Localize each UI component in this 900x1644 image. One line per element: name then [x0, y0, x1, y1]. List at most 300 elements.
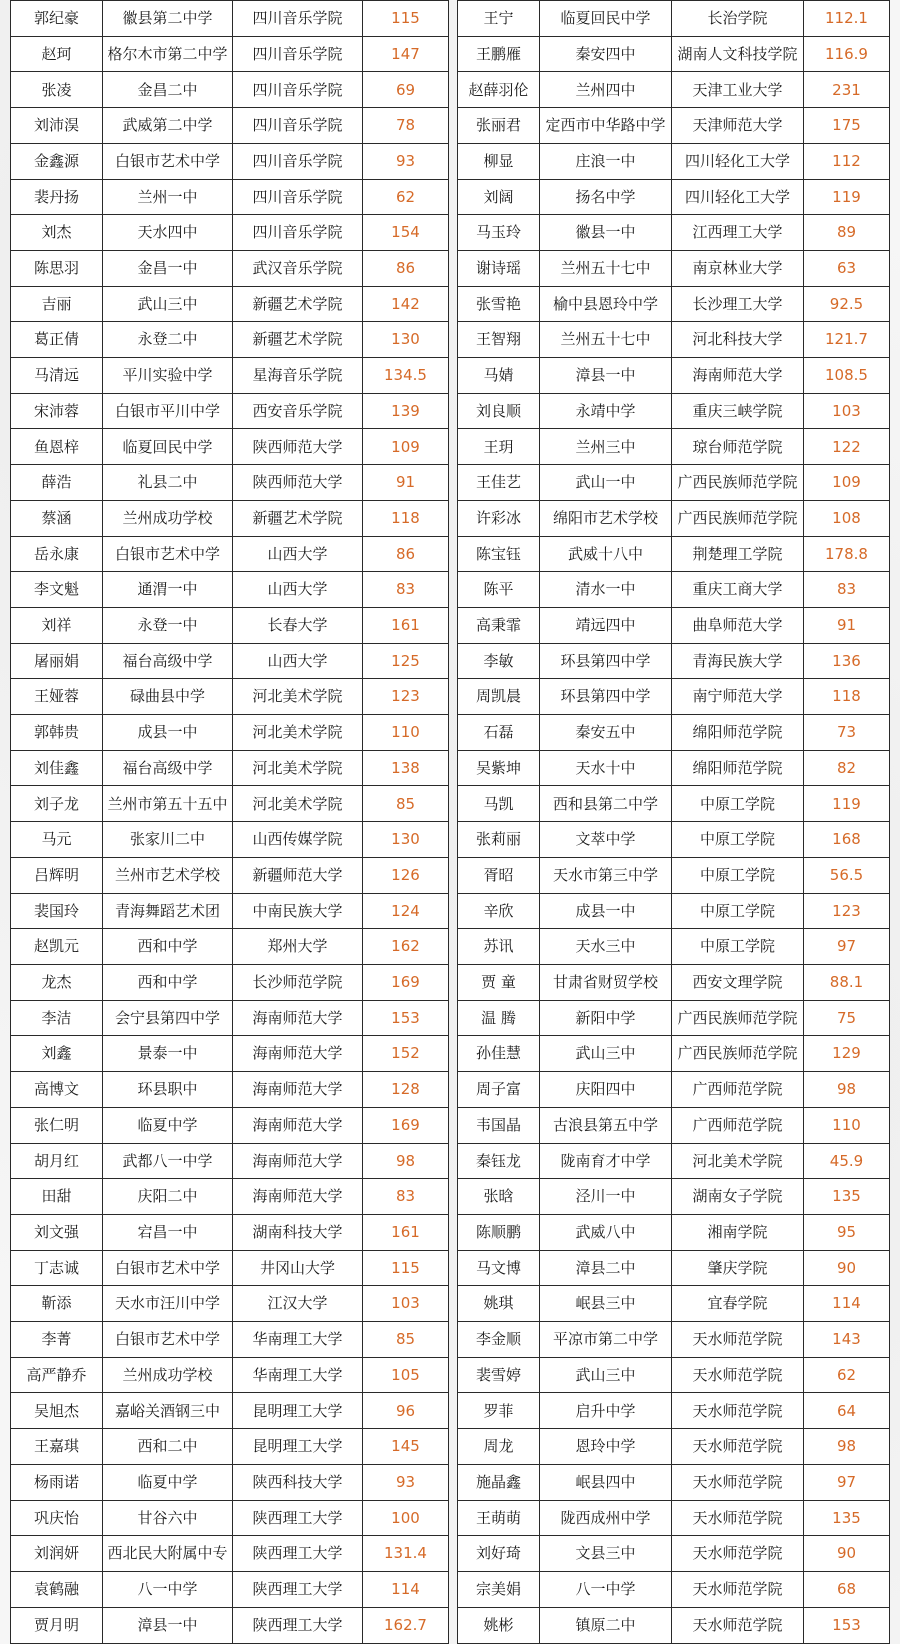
score-cell: 119: [804, 179, 890, 215]
score-cell: 116.9: [804, 36, 890, 72]
student-name-cell: 张凌: [11, 72, 103, 108]
high-school-cell: 环县职中: [103, 1072, 233, 1108]
score-cell: 83: [804, 572, 890, 608]
table-row: [11, 500, 449, 536]
table-row: [458, 215, 890, 251]
student-name-cell: 马清远: [11, 358, 103, 394]
high-school-cell: 武山一中: [540, 465, 672, 501]
table-row: [11, 1607, 449, 1643]
table-row: [11, 607, 449, 643]
high-school-cell: 景泰一中: [103, 1036, 233, 1072]
student-name-cell: 周凯晨: [458, 679, 540, 715]
score-cell: 108.5: [804, 358, 890, 394]
university-cell: 长沙理工大学: [672, 286, 804, 322]
university-cell: 天水师范学院: [672, 1464, 804, 1500]
score-cell: 86: [363, 536, 449, 572]
score-cell: 130: [363, 822, 449, 858]
student-name-cell: 张晗: [458, 1179, 540, 1215]
university-cell: 新疆艺术学院: [233, 286, 363, 322]
student-name-cell: 张雪艳: [458, 286, 540, 322]
university-cell: 海南师范大学: [233, 1107, 363, 1143]
high-school-cell: 漳县二中: [540, 1250, 672, 1286]
high-school-cell: 平川实验中学: [103, 358, 233, 394]
score-cell: 90: [804, 1250, 890, 1286]
university-cell: 琼台师范学院: [672, 429, 804, 465]
table-row: [458, 679, 890, 715]
high-school-cell: 秦安四中: [540, 36, 672, 72]
score-cell: 69: [363, 72, 449, 108]
university-cell: 广西民族师范学院: [672, 1036, 804, 1072]
student-name-cell: 王宁: [458, 1, 540, 37]
score-cell: 115: [363, 1250, 449, 1286]
high-school-cell: 宕昌一中: [103, 1214, 233, 1250]
table-row: [11, 108, 449, 144]
student-name-cell: 李敏: [458, 643, 540, 679]
university-cell: 广西师范学院: [672, 1072, 804, 1108]
university-cell: 湖南科技大学: [233, 1214, 363, 1250]
university-cell: 四川音乐学院: [233, 143, 363, 179]
high-school-cell: 武威八中: [540, 1214, 672, 1250]
student-name-cell: 吉丽: [11, 286, 103, 322]
admission-table-left: [10, 0, 449, 1644]
score-cell: 98: [804, 1429, 890, 1465]
table-row: [11, 1286, 449, 1322]
score-cell: 154: [363, 215, 449, 251]
score-cell: 62: [804, 1357, 890, 1393]
university-cell: 陕西理工大学: [233, 1500, 363, 1536]
score-cell: 83: [363, 572, 449, 608]
student-name-cell: 王玥: [458, 429, 540, 465]
student-name-cell: 赵凯元: [11, 929, 103, 965]
university-cell: 天津师范大学: [672, 108, 804, 144]
score-cell: 112: [804, 143, 890, 179]
student-name-cell: 高秉霏: [458, 607, 540, 643]
score-cell: 82: [804, 750, 890, 786]
score-cell: 161: [363, 1214, 449, 1250]
table-row: [458, 786, 890, 822]
table-row: [458, 822, 890, 858]
score-cell: 110: [804, 1107, 890, 1143]
table-row: [11, 750, 449, 786]
table-row: [458, 1000, 890, 1036]
university-cell: 广西民族师范学院: [672, 500, 804, 536]
university-cell: 中原工学院: [672, 929, 804, 965]
score-cell: 152: [363, 1036, 449, 1072]
score-cell: 135: [804, 1500, 890, 1536]
university-cell: 广西民族师范学院: [672, 465, 804, 501]
score-cell: 97: [804, 1464, 890, 1500]
university-cell: 海南师范大学: [233, 1143, 363, 1179]
high-school-cell: 武山三中: [103, 286, 233, 322]
score-cell: 178.8: [804, 536, 890, 572]
high-school-cell: 甘肃省财贸学校: [540, 964, 672, 1000]
student-name-cell: 马玉玲: [458, 215, 540, 251]
score-cell: 128: [363, 1072, 449, 1108]
student-name-cell: 孙佳慧: [458, 1036, 540, 1072]
university-cell: 宜春学院: [672, 1286, 804, 1322]
score-cell: 78: [363, 108, 449, 144]
university-cell: 天水师范学院: [672, 1393, 804, 1429]
high-school-cell: 兰州五十七中: [540, 250, 672, 286]
student-name-cell: 葛正倩: [11, 322, 103, 358]
table-row: [11, 1500, 449, 1536]
table-row: [458, 1250, 890, 1286]
university-cell: 中原工学院: [672, 857, 804, 893]
university-cell: 西安音乐学院: [233, 393, 363, 429]
university-cell: 海南师范大学: [672, 358, 804, 394]
student-name-cell: 刘好琦: [458, 1536, 540, 1572]
score-cell: 121.7: [804, 322, 890, 358]
student-name-cell: 韦国晶: [458, 1107, 540, 1143]
high-school-cell: 兰州市艺术学校: [103, 857, 233, 893]
score-cell: 129: [804, 1036, 890, 1072]
university-cell: 长春大学: [233, 607, 363, 643]
student-name-cell: 刘子龙: [11, 786, 103, 822]
high-school-cell: 靖远四中: [540, 607, 672, 643]
high-school-cell: 西和中学: [103, 929, 233, 965]
student-name-cell: 宗美娟: [458, 1571, 540, 1607]
student-name-cell: 许彩冰: [458, 500, 540, 536]
score-cell: 123: [804, 893, 890, 929]
university-cell: 山西传媒学院: [233, 822, 363, 858]
table-row: [458, 393, 890, 429]
university-cell: 井冈山大学: [233, 1250, 363, 1286]
university-cell: 天水师范学院: [672, 1429, 804, 1465]
table-row: [11, 1464, 449, 1500]
university-cell: 陕西师范大学: [233, 429, 363, 465]
student-name-cell: 马元: [11, 822, 103, 858]
university-cell: 山西大学: [233, 572, 363, 608]
score-cell: 114: [804, 1286, 890, 1322]
student-name-cell: 赵薛羽伦: [458, 72, 540, 108]
score-cell: 175: [804, 108, 890, 144]
table-row: [458, 1393, 890, 1429]
university-cell: 河北科技大学: [672, 322, 804, 358]
high-school-cell: 天水市汪川中学: [103, 1286, 233, 1322]
high-school-cell: 天水四中: [103, 215, 233, 251]
student-name-cell: 柳显: [458, 143, 540, 179]
table-row: [11, 286, 449, 322]
table-row: [11, 179, 449, 215]
table-row: [11, 1571, 449, 1607]
table-row: [11, 1000, 449, 1036]
student-name-cell: 姚彬: [458, 1607, 540, 1643]
score-cell: 98: [804, 1072, 890, 1108]
score-cell: 97: [804, 929, 890, 965]
high-school-cell: 镇原二中: [540, 1607, 672, 1643]
high-school-cell: 泾川一中: [540, 1179, 672, 1215]
score-cell: 115: [363, 1, 449, 37]
university-cell: 广西民族师范学院: [672, 1000, 804, 1036]
table-row: [458, 929, 890, 965]
table-row: [11, 1536, 449, 1572]
university-cell: 海南师范大学: [233, 1179, 363, 1215]
student-name-cell: 胡月红: [11, 1143, 103, 1179]
high-school-cell: 临夏中学: [103, 1107, 233, 1143]
high-school-cell: 兰州四中: [540, 72, 672, 108]
student-name-cell: 马凯: [458, 786, 540, 822]
student-name-cell: 苏讯: [458, 929, 540, 965]
student-name-cell: 李洁: [11, 1000, 103, 1036]
score-cell: 169: [363, 964, 449, 1000]
high-school-cell: 白银市艺术中学: [103, 143, 233, 179]
table-row: [458, 1179, 890, 1215]
student-name-cell: 王娅蓉: [11, 679, 103, 715]
high-school-cell: 秦安五中: [540, 715, 672, 751]
university-cell: 南京林业大学: [672, 250, 804, 286]
high-school-cell: 漳县一中: [540, 358, 672, 394]
high-school-cell: 八一中学: [103, 1571, 233, 1607]
table-row: [11, 465, 449, 501]
score-cell: 90: [804, 1536, 890, 1572]
table-row: [458, 108, 890, 144]
university-cell: 新疆艺术学院: [233, 500, 363, 536]
university-cell: 星海音乐学院: [233, 358, 363, 394]
university-cell: 四川音乐学院: [233, 108, 363, 144]
score-cell: 92.5: [804, 286, 890, 322]
high-school-cell: 永登一中: [103, 607, 233, 643]
score-cell: 108: [804, 500, 890, 536]
university-cell: 郑州大学: [233, 929, 363, 965]
high-school-cell: 恩玲中学: [540, 1429, 672, 1465]
table-row: [458, 72, 890, 108]
table-row: [11, 143, 449, 179]
university-cell: 绵阳师范学院: [672, 715, 804, 751]
student-name-cell: 高严静乔: [11, 1357, 103, 1393]
table-row: [11, 322, 449, 358]
table-row: [11, 786, 449, 822]
high-school-cell: 古浪县第五中学: [540, 1107, 672, 1143]
university-cell: 武汉音乐学院: [233, 250, 363, 286]
student-name-cell: 贾 童: [458, 964, 540, 1000]
student-name-cell: 陈宝钰: [458, 536, 540, 572]
student-name-cell: 张莉丽: [458, 822, 540, 858]
table-row: [458, 1107, 890, 1143]
score-cell: 85: [363, 1322, 449, 1358]
table-row: [458, 322, 890, 358]
high-school-cell: 西和中学: [103, 964, 233, 1000]
score-cell: 231: [804, 72, 890, 108]
high-school-cell: 金昌二中: [103, 72, 233, 108]
score-cell: 103: [804, 393, 890, 429]
table-row: [458, 1214, 890, 1250]
score-cell: 91: [363, 465, 449, 501]
university-cell: 天水师范学院: [672, 1571, 804, 1607]
university-cell: 新疆师范大学: [233, 857, 363, 893]
table-row: [11, 1107, 449, 1143]
high-school-cell: 徽县第二中学: [103, 1, 233, 37]
score-cell: 93: [363, 143, 449, 179]
university-cell: 天水师范学院: [672, 1536, 804, 1572]
student-name-cell: 李文魁: [11, 572, 103, 608]
student-name-cell: 施晶鑫: [458, 1464, 540, 1500]
student-name-cell: 田甜: [11, 1179, 103, 1215]
tables-container: [10, 0, 890, 1644]
high-school-cell: 文县三中: [540, 1536, 672, 1572]
table-row: [458, 1286, 890, 1322]
student-name-cell: 刘阔: [458, 179, 540, 215]
student-name-cell: 王萌萌: [458, 1500, 540, 1536]
student-name-cell: 张仁明: [11, 1107, 103, 1143]
student-name-cell: 石磊: [458, 715, 540, 751]
university-cell: 陕西科技大学: [233, 1464, 363, 1500]
score-cell: 56.5: [804, 857, 890, 893]
university-cell: 河北美术学院: [233, 786, 363, 822]
high-school-cell: 庆阳二中: [103, 1179, 233, 1215]
university-cell: 重庆三峡学院: [672, 393, 804, 429]
high-school-cell: 新阳中学: [540, 1000, 672, 1036]
high-school-cell: 通渭一中: [103, 572, 233, 608]
table-row: [11, 1179, 449, 1215]
student-name-cell: 王智翔: [458, 322, 540, 358]
university-cell: 四川音乐学院: [233, 215, 363, 251]
student-name-cell: 巩庆怡: [11, 1500, 103, 1536]
score-cell: 139: [363, 393, 449, 429]
university-cell: 四川音乐学院: [233, 179, 363, 215]
table-row: [11, 536, 449, 572]
score-cell: 124: [363, 893, 449, 929]
student-name-cell: 刘祥: [11, 607, 103, 643]
score-cell: 162: [363, 929, 449, 965]
student-name-cell: 裴国玲: [11, 893, 103, 929]
high-school-cell: 徽县一中: [540, 215, 672, 251]
university-cell: 四川轻化工大学: [672, 143, 804, 179]
table-row: [11, 393, 449, 429]
score-cell: 112.1: [804, 1, 890, 37]
high-school-cell: 白银市平川中学: [103, 393, 233, 429]
university-cell: 天津工业大学: [672, 72, 804, 108]
student-name-cell: 鱼恩梓: [11, 429, 103, 465]
high-school-cell: 礼县二中: [103, 465, 233, 501]
university-cell: 江汉大学: [233, 1286, 363, 1322]
student-name-cell: 杨雨诺: [11, 1464, 103, 1500]
score-cell: 130: [363, 322, 449, 358]
student-name-cell: 龙杰: [11, 964, 103, 1000]
high-school-cell: 福台高级中学: [103, 750, 233, 786]
high-school-cell: 成县一中: [540, 893, 672, 929]
high-school-cell: 金昌一中: [103, 250, 233, 286]
table-row: [458, 429, 890, 465]
university-cell: 青海民族大学: [672, 643, 804, 679]
high-school-cell: 环县第四中学: [540, 643, 672, 679]
university-cell: 中南民族大学: [233, 893, 363, 929]
high-school-cell: 陇南育才中学: [540, 1143, 672, 1179]
high-school-cell: 兰州一中: [103, 179, 233, 215]
student-name-cell: 高博文: [11, 1072, 103, 1108]
table-row: [458, 750, 890, 786]
university-cell: 山西大学: [233, 643, 363, 679]
score-cell: 96: [363, 1393, 449, 1429]
score-cell: 142: [363, 286, 449, 322]
university-cell: 华南理工大学: [233, 1322, 363, 1358]
high-school-cell: 天水市第三中学: [540, 857, 672, 893]
table-row: [11, 1072, 449, 1108]
high-school-cell: 兰州成功学校: [103, 1357, 233, 1393]
score-cell: 114: [363, 1571, 449, 1607]
table-row: [11, 358, 449, 394]
student-name-cell: 马婧: [458, 358, 540, 394]
high-school-cell: 甘谷六中: [103, 1500, 233, 1536]
student-name-cell: 刘良顺: [458, 393, 540, 429]
high-school-cell: 格尔木市第二中学: [103, 36, 233, 72]
high-school-cell: 清水一中: [540, 572, 672, 608]
score-cell: 89: [804, 215, 890, 251]
student-name-cell: 李金顺: [458, 1322, 540, 1358]
score-cell: 75: [804, 1000, 890, 1036]
student-name-cell: 姚琪: [458, 1286, 540, 1322]
high-school-cell: 白银市艺术中学: [103, 1322, 233, 1358]
student-name-cell: 薛浩: [11, 465, 103, 501]
university-cell: 西安文理学院: [672, 964, 804, 1000]
table-row: [458, 1464, 890, 1500]
score-cell: 131.4: [363, 1536, 449, 1572]
university-cell: 河北美术学院: [233, 715, 363, 751]
high-school-cell: 福台高级中学: [103, 643, 233, 679]
score-cell: 119: [804, 786, 890, 822]
table-row: [458, 465, 890, 501]
table-row: [458, 1036, 890, 1072]
high-school-cell: 漳县一中: [103, 1607, 233, 1643]
university-cell: 华南理工大学: [233, 1357, 363, 1393]
student-name-cell: 马文博: [458, 1250, 540, 1286]
score-cell: 98: [363, 1143, 449, 1179]
score-cell: 168: [804, 822, 890, 858]
university-cell: 南宁师范大学: [672, 679, 804, 715]
student-name-cell: 温 腾: [458, 1000, 540, 1036]
table-row: [458, 1500, 890, 1536]
student-name-cell: 刘沛淏: [11, 108, 103, 144]
university-cell: 四川轻化工大学: [672, 179, 804, 215]
score-cell: 85: [363, 786, 449, 822]
student-name-cell: 刘润妍: [11, 1536, 103, 1572]
score-cell: 169: [363, 1107, 449, 1143]
score-cell: 136: [804, 643, 890, 679]
table-row: [11, 1250, 449, 1286]
score-cell: 126: [363, 857, 449, 893]
high-school-cell: 永登二中: [103, 322, 233, 358]
table-row: [458, 358, 890, 394]
score-cell: 153: [363, 1000, 449, 1036]
high-school-cell: 碌曲县中学: [103, 679, 233, 715]
high-school-cell: 成县一中: [103, 715, 233, 751]
table-row: [458, 964, 890, 1000]
high-school-cell: 西北民大附属中专: [103, 1536, 233, 1572]
table-row: [11, 1322, 449, 1358]
student-name-cell: 蔡涵: [11, 500, 103, 536]
university-cell: 昆明理工大学: [233, 1429, 363, 1465]
table-row: [11, 643, 449, 679]
high-school-cell: 嘉峪关酒钢三中: [103, 1393, 233, 1429]
university-cell: 长治学院: [672, 1, 804, 37]
high-school-cell: 绵阳市艺术学校: [540, 500, 672, 536]
university-cell: 新疆艺术学院: [233, 322, 363, 358]
student-name-cell: 刘鑫: [11, 1036, 103, 1072]
student-name-cell: 王佳艺: [458, 465, 540, 501]
high-school-cell: 榆中县恩玲中学: [540, 286, 672, 322]
university-cell: 荆楚理工学院: [672, 536, 804, 572]
score-cell: 103: [363, 1286, 449, 1322]
student-name-cell: 裴丹扬: [11, 179, 103, 215]
high-school-cell: 启升中学: [540, 1393, 672, 1429]
score-cell: 122: [804, 429, 890, 465]
student-name-cell: 刘佳鑫: [11, 750, 103, 786]
high-school-cell: 庆阳四中: [540, 1072, 672, 1108]
student-name-cell: 靳添: [11, 1286, 103, 1322]
university-cell: 陕西理工大学: [233, 1571, 363, 1607]
table-row: [458, 893, 890, 929]
table-row: [11, 1, 449, 37]
table-row: [11, 215, 449, 251]
